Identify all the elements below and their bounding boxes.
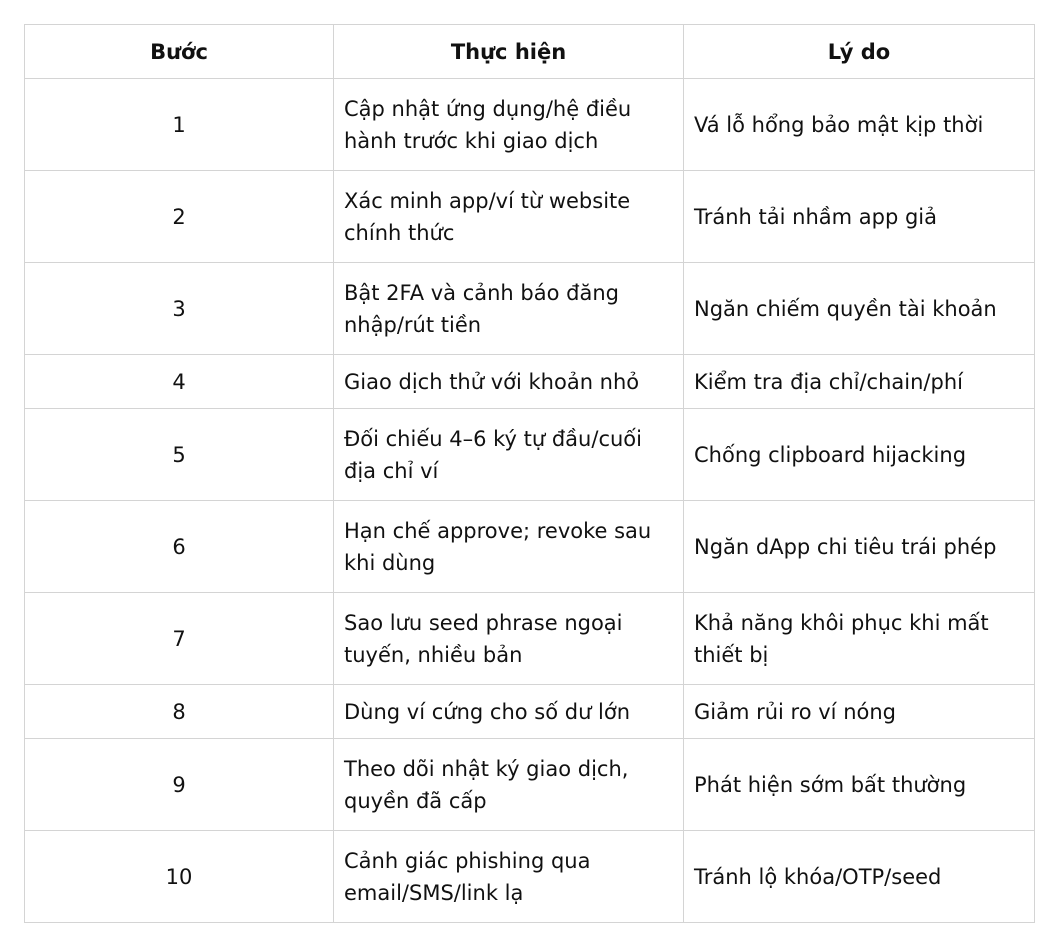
step-number: 2 [25,171,334,263]
step-number: 4 [25,355,334,409]
table-header-row [25,25,1035,79]
step-number: 7 [25,593,334,685]
step-reason: Khả năng khôi phục khi mất thiết bị [684,593,1035,685]
table-row [25,79,1035,171]
table-row [25,685,1035,739]
step-action: Hạn chế approve; revoke sau khi dùng [334,501,684,593]
table-row [25,593,1035,685]
step-action: Sao lưu seed phrase ngoại tuyến, nhiều bản [334,593,684,685]
step-action: Xác minh app/ví từ website chính thức [334,171,684,263]
step-action: Dùng ví cứng cho số dư lớn [334,685,684,739]
step-reason: Ngăn dApp chi tiêu trái phép [684,501,1035,593]
column-header-reason: Lý do [684,25,1035,79]
table-row [25,355,1035,409]
step-number: 3 [25,263,334,355]
step-reason: Kiểm tra địa chỉ/chain/phí [684,355,1035,409]
security-steps-table [24,24,1035,923]
step-reason: Phát hiện sớm bất thường [684,739,1035,831]
step-number: 5 [25,409,334,501]
column-header-step: Bước [25,25,334,79]
step-action: Bật 2FA và cảnh báo đăng nhập/rút tiền [334,263,684,355]
step-reason: Tránh lộ khóa/OTP/seed [684,831,1035,923]
step-number: 10 [25,831,334,923]
step-number: 8 [25,685,334,739]
step-action: Giao dịch thử với khoản nhỏ [334,355,684,409]
step-reason: Giảm rủi ro ví nóng [684,685,1035,739]
step-action: Cập nhật ứng dụng/hệ điều hành trước khi giao dịch [334,79,684,171]
table-row [25,171,1035,263]
table-row [25,739,1035,831]
step-number: 6 [25,501,334,593]
step-reason: Chống clipboard hijacking [684,409,1035,501]
step-action: Theo dõi nhật ký giao dịch, quyền đã cấp [334,739,684,831]
step-reason: Ngăn chiếm quyền tài khoản [684,263,1035,355]
step-number: 1 [25,79,334,171]
step-action: Đối chiếu 4–6 ký tự đầu/cuối địa chỉ ví [334,409,684,501]
step-action: Cảnh giác phishing qua email/SMS/link lạ [334,831,684,923]
column-header-action: Thực hiện [334,25,684,79]
table-row [25,501,1035,593]
table-row [25,263,1035,355]
table-row [25,409,1035,501]
step-reason: Tránh tải nhầm app giả [684,171,1035,263]
table-row [25,831,1035,923]
step-reason: Vá lỗ hổng bảo mật kịp thời [684,79,1035,171]
step-number: 9 [25,739,334,831]
